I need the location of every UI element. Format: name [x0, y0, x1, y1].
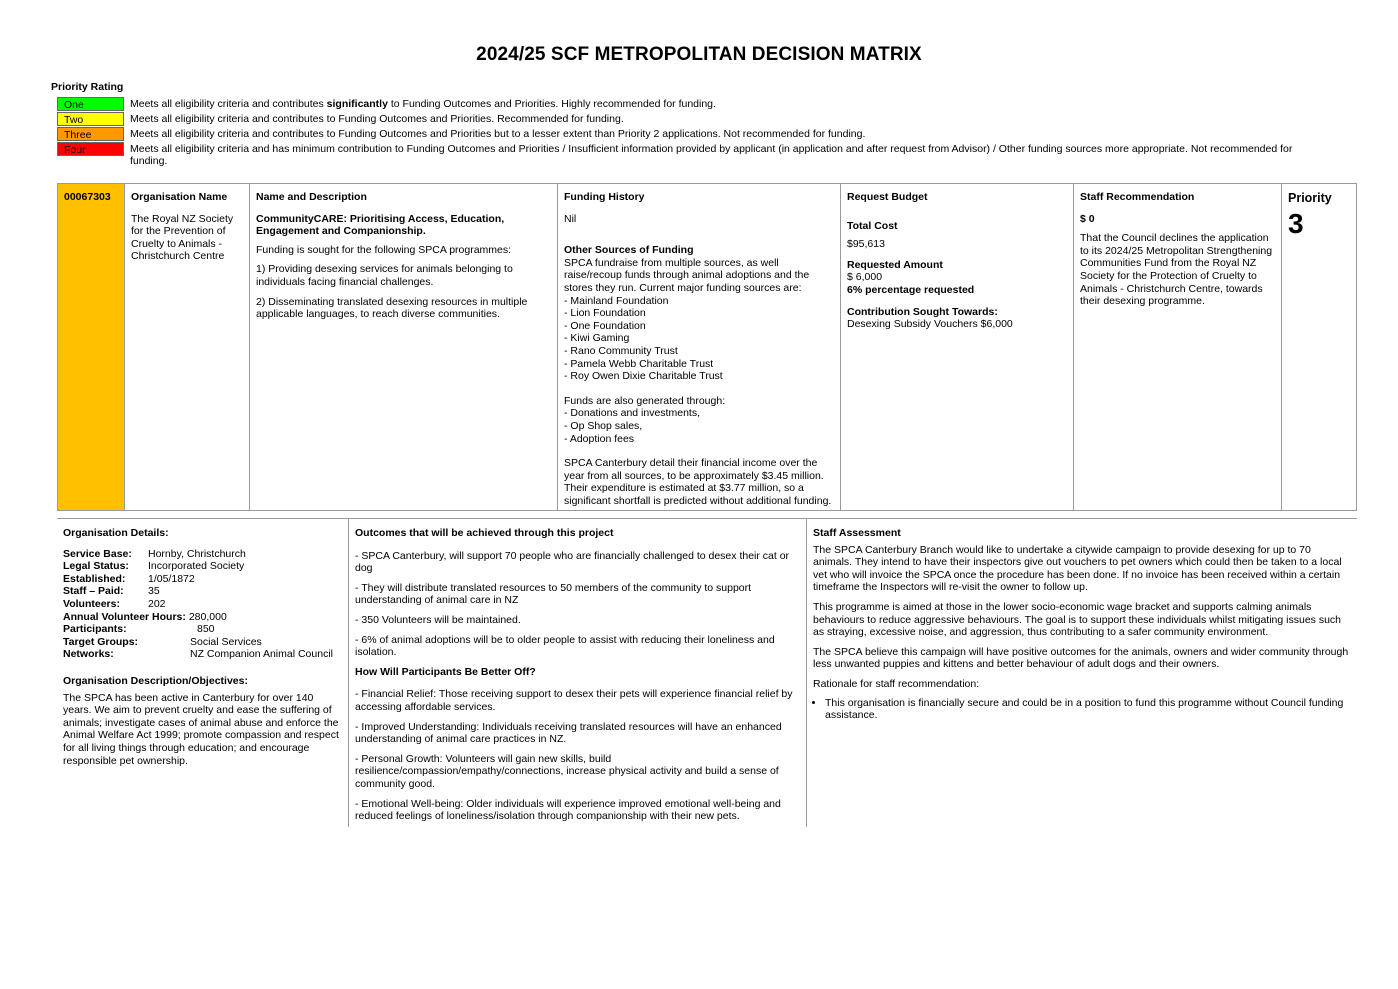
organisation-details-panel [57, 519, 349, 827]
priority-desc-three: Meets all eligibility criteria and contributes to Funding Outcomes and Priorities but to a lesser extent than Priority 2 applications. Not recommended for funding. [130, 128, 866, 140]
staff-recommendation-cell [1074, 184, 1282, 510]
priority-value: 3 [1288, 208, 1304, 239]
funding-source: - Mainland Foundation [564, 294, 669, 307]
detail-label: Legal Status: [63, 560, 129, 573]
funding-source: - Pamela Webb Charitable Trust [564, 357, 714, 370]
staff-assessment-panel [807, 519, 1357, 827]
financial-summary: SPCA Canterbury detail their financial income over the year from all sources, to be approximately $3.45 million. Their expenditure is estimated at $3.77 million, so a significant shortfall is predicted without additional funding. [564, 457, 832, 507]
funding-source: - Kiwi Gaming [564, 332, 630, 345]
networks-value: NZ Companion Animal Council [190, 648, 333, 661]
priority-swatch-one: One [57, 97, 124, 111]
priority-desc-one: Meets all eligibility criteria and contributes significantly to Funding Outcomes and Priorities. Highly recommended for funding. [130, 98, 716, 110]
contribution-label: Contribution Sought Towards: [847, 305, 998, 318]
bottom-section [57, 518, 1357, 827]
better-off-item: - Improved Understanding: Individuals receiving translated resources will have an enhanced understanding of animal care practices in NZ. [355, 720, 782, 746]
name-description-cell [250, 184, 558, 510]
outcomes-panel [349, 519, 807, 827]
detail-label: Staff – Paid: [63, 585, 124, 598]
priority-swatch-three: Three [57, 127, 124, 141]
detail-value: Hornby, Christchurch [148, 547, 246, 560]
recommendation-text: That the Council declines the application to its 2024/25 Metropolitan Strengthening Communities Fund from the Royal NZ Society for the Protection of Cruelty to Animals - Christchurch Centre, towards their desexing programme. [1080, 232, 1273, 308]
better-off-item: - Financial Relief: Those receiving support to desex their pets will experience financial relief by accessing affordable services. [355, 688, 793, 713]
requested-amount-value: $ 6,000 [847, 271, 883, 284]
organisation-description-heading: Organisation Description/Objectives: [63, 674, 248, 687]
rationale-item: • This organisation is financially secure and could be in a position to fund this programme without Council funding assistance. [825, 697, 1351, 722]
priority-cell [1282, 184, 1356, 510]
funds-generated-item: - Op Shop sales, [564, 419, 643, 432]
funding-history-value: Nil [564, 212, 577, 225]
detail-label: Service Base: [63, 547, 132, 560]
funds-generated-intro: Funds are also generated through: [564, 394, 726, 407]
funding-source: - Rano Community Trust [564, 344, 678, 357]
detail-label: Established: [63, 572, 126, 585]
volunteer-hours-row [63, 611, 342, 624]
detail-value: 35 [148, 585, 160, 598]
priority-swatch-four: Four [57, 142, 124, 156]
target-groups-row [63, 636, 342, 649]
detail-label: Volunteers: [63, 597, 120, 610]
outcomes-heading: Outcomes that will be achieved through this project [355, 527, 614, 539]
percentage-requested: 6% percentage requested [847, 283, 975, 296]
request-budget-cell [841, 184, 1074, 510]
detail-value: Incorporated Society [148, 560, 245, 573]
total-cost-value: $95,613 [847, 238, 885, 251]
page-title: 2024/25 SCF METROPOLITAN DECISION MATRIX [476, 44, 922, 65]
volunteer-hours-value: 280,000 [188, 610, 227, 623]
priority-heading: Priority [1288, 191, 1332, 205]
funds-generated-item: - Donations and investments, [564, 407, 700, 420]
funding-source: - Lion Foundation [564, 307, 646, 320]
better-off-heading: How Will Participants Be Better Off? [355, 665, 536, 678]
contribution-value: Desexing Subsidy Vouchers $6,000 [847, 318, 1013, 331]
rationale-list [825, 697, 1351, 722]
organisation-details-list [63, 548, 342, 611]
funding-history-heading: Funding History [564, 191, 645, 203]
priority-desc-four: Meets all eligibility criteria and has minimum contribution to Funding Outcomes and Priorities / Insufficient information provided by applicant (in application and after request from Advisor) / Other funding sources more appropriate. Not recommended for funding. [130, 143, 1293, 167]
participants-label: Participants: [63, 623, 127, 636]
priority-rating-heading: Priority Rating [51, 81, 124, 93]
project-item-1: 1) Providing desexing services for animals belonging to individuals facing financial challenges. [256, 263, 513, 288]
priority-rating-legend [57, 97, 1327, 168]
funding-source-list [564, 295, 834, 383]
rationale-label: Rationale for staff recommendation: [813, 677, 980, 690]
participants-row [63, 623, 342, 636]
organisation-name-heading: Organisation Name [131, 191, 228, 203]
target-groups-value: Social Services [190, 635, 262, 648]
priority-row-two [57, 112, 1327, 126]
organisation-name-cell [125, 184, 250, 510]
priority-row-three [57, 127, 1327, 141]
volunteer-hours-label: Annual Volunteer Hours: [63, 610, 186, 623]
name-description-heading: Name and Description [256, 191, 367, 203]
other-sources-heading: Other Sources of Funding [564, 244, 694, 257]
organisation-name: The Royal NZ Society for the Prevention of Cruelty to Animals - Christchurch Centre [131, 212, 234, 263]
recommended-amount: $ 0 [1080, 212, 1095, 225]
detail-value: 1/05/1872 [148, 572, 195, 585]
assessment-paragraph: This programme is aimed at those in the lower socio-economic wage bracket and supports calming animals behaviours to reduce aggressive behaviours. The goal is to support these individuals whilst mitigating issues such as straying, excessive noise, and aggression, thus contributing to a safer community environment. [813, 600, 1342, 639]
outcome-item: - 6% of animal adoptions will be to older people to assist with reducing their loneliness and isolation. [355, 633, 775, 659]
priority-swatch-two: Two [57, 112, 124, 126]
total-cost-label: Total Cost [847, 219, 898, 232]
organisation-description: The SPCA has been active in Canterbury for over 140 years. We aim to prevent cruelty and ease the suffering of animals; investigate cases of animal abuse and enforce the Animal Welfare Act 1999; promote compassion and respect for all living things through education; and encourage responsible pet ownership. [63, 691, 339, 767]
priority-row-four [57, 142, 1327, 167]
networks-row [63, 648, 342, 661]
organisation-details-heading: Organisation Details: [63, 527, 169, 539]
project-title: CommunityCARE: Prioritising Access, Education, Engagement and Companionship. [256, 212, 505, 238]
application-id: 00067303 [64, 191, 111, 203]
outcome-item: - SPCA Canterbury, will support 70 people who are financially challenged to desex their cat or dog [355, 549, 790, 575]
decision-matrix-row [57, 183, 1357, 511]
better-off-item: - Personal Growth: Volunteers will gain new skills, build resilience/compassion/empathy/connections, increase physical activity and build a sense of community good. [355, 752, 779, 790]
request-budget-heading: Request Budget [847, 191, 928, 203]
assessment-paragraph: The SPCA Canterbury Branch would like to undertake a citywide campaign to provide desexing for up to 70 animals. They intend to have their inspectors give out vouchers to pet owners which could then be taken to a local vet who will invoice the SPCA once the procedure has been done. If no invoice has been received within a certain timeframe the Inspectors will re-visit the owner to follow up. [813, 543, 1342, 594]
detail-value: 202 [148, 597, 166, 610]
participants-value: 850 [197, 623, 215, 636]
assessment-paragraph: The SPCA believe this campaign will have positive outcomes for the animals, owners and wider community through less unwanted puppies and kittens and better behaviour of adult dogs and their owners. [813, 645, 1349, 671]
staff-assessment-heading: Staff Assessment [813, 527, 901, 539]
funding-source: - Roy Owen Dixie Charitable Trust [564, 370, 723, 383]
target-groups-label: Target Groups: [63, 635, 139, 648]
project-intro: Funding is sought for the following SPCA programmes: [256, 243, 512, 256]
other-sources-intro: SPCA fundraise from multiple sources, as well raise/recoup funds through animal adoptions and the stores they run. Current major funding sources are: [564, 256, 810, 294]
funds-generated-item: - Adoption fees [564, 432, 635, 445]
funding-history-cell [558, 184, 841, 510]
outcome-item: - They will distribute translated resources to 50 members of the community to support understanding of animal care in NZ [355, 581, 752, 607]
outcome-item: - 350 Volunteers will be maintained. [355, 613, 521, 626]
funding-source: - One Foundation [564, 319, 646, 332]
priority-row-one [57, 97, 1327, 111]
priority-desc-two: Meets all eligibility criteria and contributes to Funding Outcomes and Priorities. Recommended for funding. [130, 113, 624, 125]
project-item-2: 2) Disseminating translated desexing resources in multiple applicable languages, to reach diverse communities. [256, 295, 528, 321]
application-id-cell [58, 184, 125, 510]
staff-recommendation-heading: Staff Recommendation [1080, 191, 1195, 203]
better-off-item: - Emotional Well-being: Older individuals will experience improved emotional well-being and reduced feelings of loneliness/isolation through companionship with their new pets. [355, 797, 781, 823]
requested-amount-label: Requested Amount [847, 258, 943, 271]
networks-label: Networks: [63, 648, 114, 661]
